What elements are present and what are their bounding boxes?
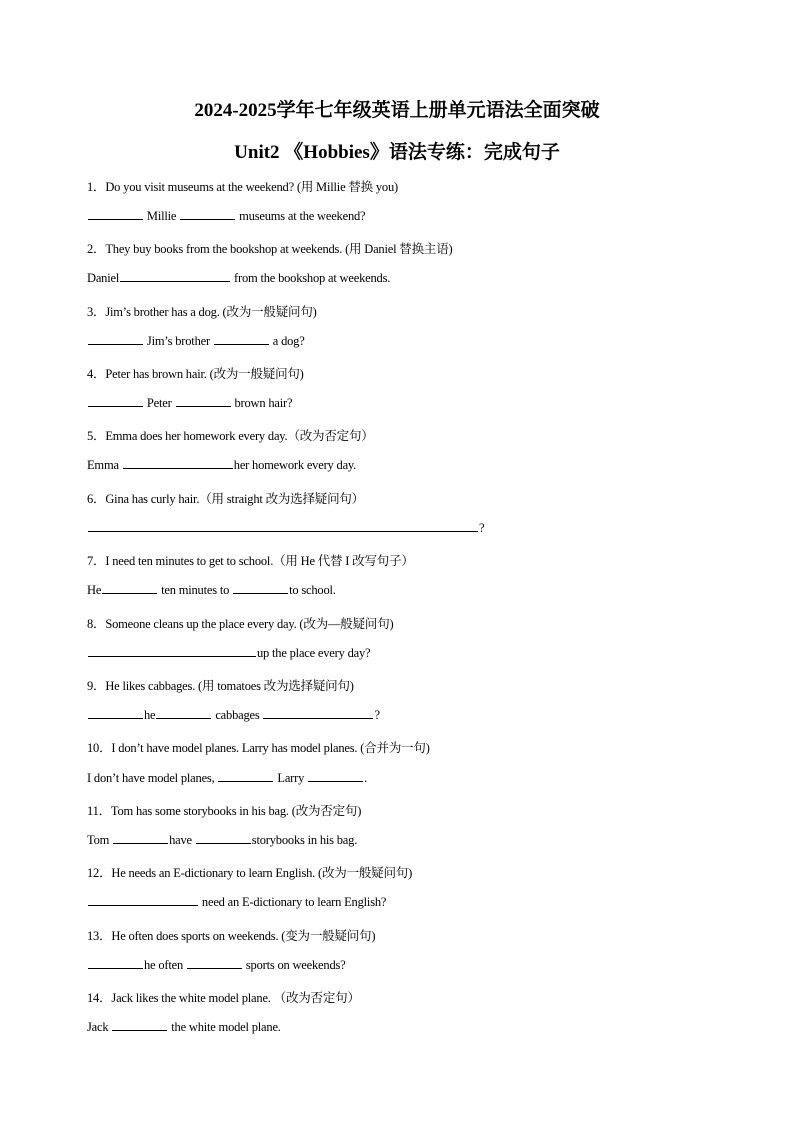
document-subtitle: Unit2 《Hobbies》语法专练：完成句子 [234, 142, 560, 163]
answer-9: he cabbages ? [87, 707, 380, 723]
question-9: 9．He likes cabbages. (用 tomatoes 改为选择疑问句) [87, 679, 354, 693]
answer-8: up the place every day? [87, 645, 370, 661]
answer-14: Jack the white model plane. [87, 1020, 281, 1034]
document-title: 2024-2025学年七年级英语上册单元语法全面突破 [194, 100, 600, 121]
answer-1: Millie museums at the weekend? [87, 208, 365, 224]
answer-12: need an E-dictionary to learn English? [87, 894, 386, 910]
answer-blank[interactable] [88, 208, 143, 220]
question-5: 5．Emma does her homework every day.（改为否定句） [87, 429, 374, 443]
answer-10: I don’t have model planes, Larry . [87, 771, 367, 785]
answer-11: Tom have storybooks in his bag. [87, 833, 358, 847]
answer-2: Daniel from the bookshop at weekends. [87, 271, 391, 285]
answer-13: he often sports on weekends? [87, 957, 346, 973]
answer-3: Jim’s brother a dog? [87, 333, 305, 349]
answer-6: ? [87, 520, 484, 536]
answer-blank[interactable] [187, 957, 242, 969]
answer-blank[interactable] [123, 457, 233, 469]
question-10: 10．I don’t have model planes. Larry has model planes. (合并为一句) [87, 741, 430, 755]
answer-blank[interactable] [88, 645, 256, 657]
answer-7: He ten minutes to to school. [87, 583, 336, 597]
question-8: 8．Someone cleans up the place every day. (改为—般疑问句) [87, 617, 394, 631]
answer-blank[interactable] [112, 1019, 167, 1031]
answer-blank[interactable] [88, 894, 198, 906]
answer-blank[interactable] [88, 520, 478, 532]
answer-blank[interactable] [196, 832, 251, 844]
question-2: 2．They buy books from the bookshop at weekends. (用 Daniel 替换主语) [87, 242, 453, 256]
question-12: 12．He needs an E-dictionary to learn English. (改为一般疑问句) [87, 866, 413, 880]
question-14: 14．Jack likes the white model plane. （改为否定句） [87, 991, 360, 1005]
answer-blank[interactable] [156, 707, 211, 719]
answer-blank[interactable] [180, 208, 235, 220]
question-11: 11．Tom has some storybooks in his bag. (改为否定句) [87, 804, 362, 818]
answer-blank[interactable] [88, 707, 143, 719]
answer-blank[interactable] [308, 770, 363, 782]
answer-blank[interactable] [102, 582, 157, 594]
answer-4: Peter brown hair? [87, 395, 292, 411]
answer-5: Emma her homework every day. [87, 458, 357, 472]
answer-blank[interactable] [214, 333, 269, 345]
question-4: 4．Peter has brown hair. (改为一般疑问句) [87, 367, 304, 381]
answer-blank[interactable] [113, 832, 168, 844]
answer-blank[interactable] [88, 957, 143, 969]
question-6: 6．Gina has curly hair.（用 straight 改为选择疑问句） [87, 492, 364, 506]
question-7: 7．I need ten minutes to get to school.（用 He 代替 I 改写句子） [87, 554, 414, 568]
answer-blank[interactable] [233, 582, 288, 594]
answer-blank[interactable] [176, 395, 231, 407]
question-13: 13．He often does sports on weekends. (变为一般疑问句) [87, 929, 376, 943]
answer-blank[interactable] [263, 707, 373, 719]
answer-blank[interactable] [120, 270, 230, 282]
question-3: 3．Jim’s brother has a dog. (改为一般疑问句) [87, 305, 317, 319]
answer-blank[interactable] [88, 395, 143, 407]
answer-blank[interactable] [218, 770, 273, 782]
question-1: 1．Do you visit museums at the weekend? (用 Millie 替换 you) [87, 180, 398, 194]
answer-blank[interactable] [88, 333, 143, 345]
